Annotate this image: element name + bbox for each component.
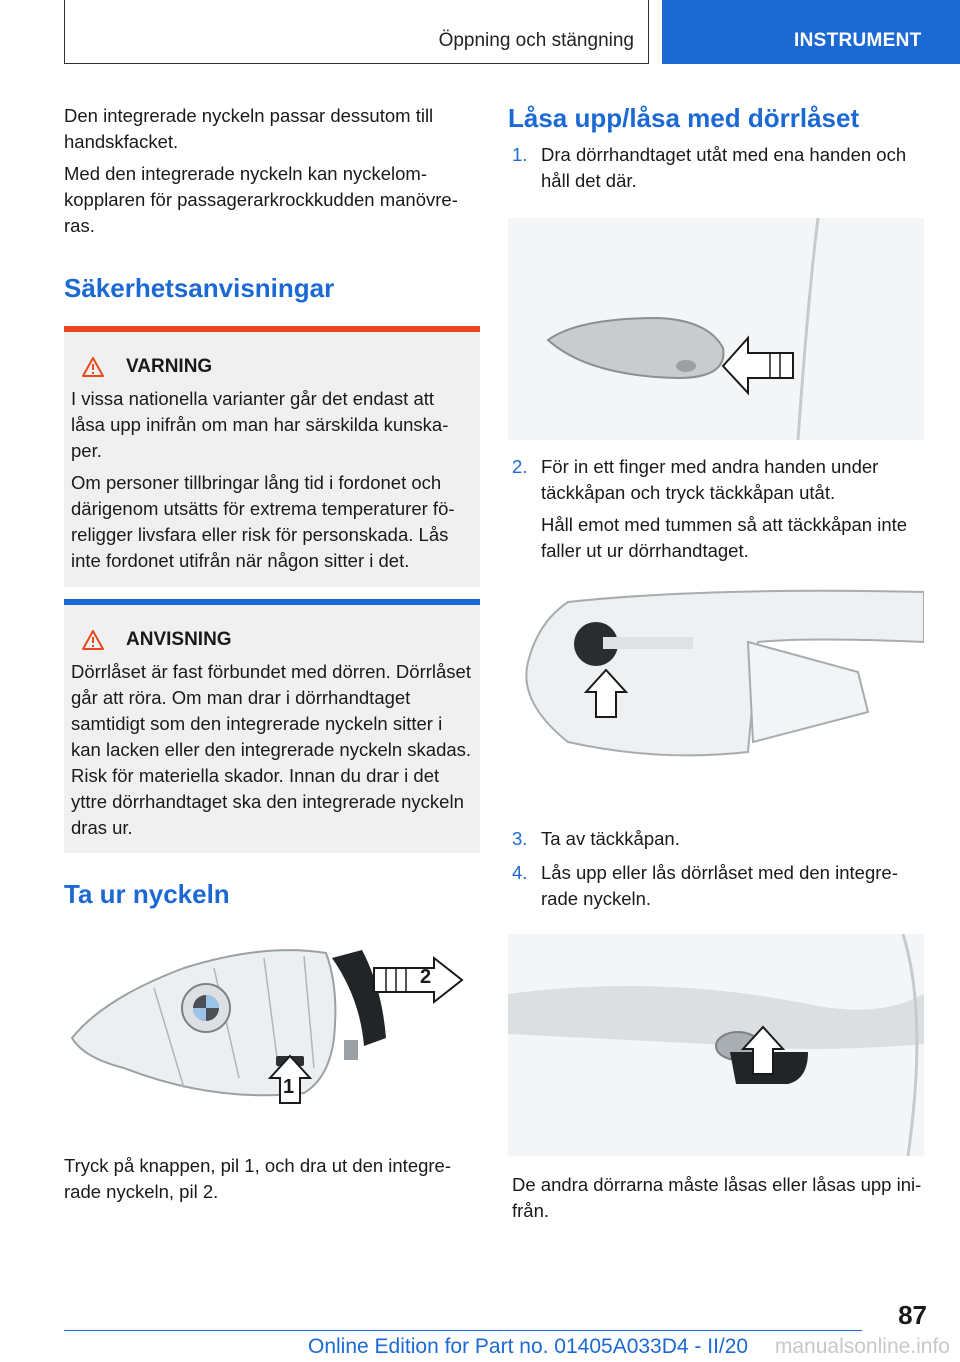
edition-text: Online Edition for Part no. 01405A033D4 - II/20 bbox=[308, 1335, 749, 1358]
left-column bbox=[64, 103, 480, 1205]
notice-title-row bbox=[71, 629, 472, 651]
step-number: 2. bbox=[512, 456, 528, 477]
chapter-tab[interactable] bbox=[662, 0, 960, 64]
step-item-1 bbox=[508, 142, 924, 194]
warning-paragraph-1: I vissa nationella varianter går det endast att låsa upp inifrån om man har särskilda kunskaper. bbox=[71, 388, 449, 461]
door-handle-image-3 bbox=[508, 934, 924, 1156]
step-item-3 bbox=[508, 826, 924, 852]
step-text: Dra dörrhandtaget utåt med ena handen och håll det där. bbox=[541, 144, 907, 191]
steps-list-part1 bbox=[508, 142, 924, 194]
step-subtext: Håll emot med tummen så att täckkåpan inte faller ut ur dörrhandtaget. bbox=[541, 514, 908, 561]
door-handle-image-1 bbox=[508, 218, 924, 440]
step-number: 3. bbox=[512, 828, 528, 849]
key-fob-image bbox=[64, 928, 480, 1128]
cover-cap-image bbox=[508, 582, 924, 792]
chapter-tab-label: INSTRUMENT bbox=[794, 30, 922, 51]
steps-list-part3 bbox=[508, 826, 924, 912]
step-item-2 bbox=[508, 454, 924, 564]
right-column bbox=[508, 103, 924, 1224]
warning-triangle-icon bbox=[81, 356, 105, 378]
arrow-label-2: 2 bbox=[420, 966, 432, 988]
warning-paragraph-2: Om personer tillbringar lång tid i fordonet och därigenom utsätts för extrema temperaturer föreligger livsfara eller risk för personskada. Lås inte fordonet utifrån när någon sitter i det. bbox=[71, 472, 455, 571]
step-text: För in ett finger med andra handen under täckkåpan och tryck täckkåpan utåt. bbox=[541, 456, 879, 503]
arrow-label-1: 1 bbox=[283, 1076, 295, 1098]
steps-list-part2 bbox=[508, 454, 924, 564]
step-text: Ta av täckkåpan. bbox=[541, 828, 680, 849]
watermark-text: manualsonline.info bbox=[774, 1335, 950, 1358]
intro-paragraph-1: Den integrerade nyckeln passar dessutom till handskfacket. bbox=[64, 105, 434, 152]
step-number: 1. bbox=[512, 144, 528, 165]
door-handle-image-2 bbox=[508, 582, 924, 792]
safety-heading: Säkerhetsanvisningar bbox=[64, 273, 335, 303]
warning-title-row bbox=[71, 356, 472, 378]
remove-key-caption: Tryck på knappen, pil 1, och dra ut den integrerade nyckeln, pil 2. bbox=[64, 1155, 452, 1202]
section-title: Öppning och stängning bbox=[438, 30, 634, 51]
remove-key-heading: Ta ur nyckeln bbox=[64, 879, 230, 909]
key-in-lock-image bbox=[508, 934, 924, 1156]
intro-paragraph-2: Med den integrerade nyckeln kan nyckelomkopplaren för passagerarkrockkudden manövreras. bbox=[64, 163, 458, 236]
step-item-4 bbox=[508, 860, 924, 912]
closing-paragraph: De andra dörrarna måste låsas eller låsas upp inifrån. bbox=[512, 1174, 922, 1221]
notice-triangle-icon bbox=[81, 629, 105, 651]
key-removal-illustration bbox=[64, 928, 480, 1128]
page-number: 87 bbox=[898, 1300, 927, 1330]
notice-box bbox=[64, 599, 480, 853]
step-text: Lås upp eller lås dörrlåset med den integrerade nyckeln. bbox=[541, 862, 898, 909]
header-section-box bbox=[64, 0, 649, 64]
step-number: 4. bbox=[512, 862, 528, 883]
footer-divider bbox=[64, 1330, 862, 1331]
door-handle-pull-image bbox=[508, 218, 924, 440]
notice-paragraph: Dörrlåset är fast förbundet med dörren. Dörrlåset går att röra. Om man drar i dörrhandtaget samtidigt som den integrerade nyckeln sitter i kan lacken eller den integrerade nyckeln skadas. Risk för materiella skador. Innan du drar i det yttre dörrhandtaget ska den integrerade nyckeln dras ur. bbox=[71, 661, 472, 838]
warning-box bbox=[64, 326, 480, 587]
warning-title: VARNING bbox=[126, 356, 213, 377]
lock-heading: Låsa upp/låsa med dörrlåset bbox=[508, 103, 860, 133]
notice-title: ANVISNING bbox=[126, 629, 232, 650]
